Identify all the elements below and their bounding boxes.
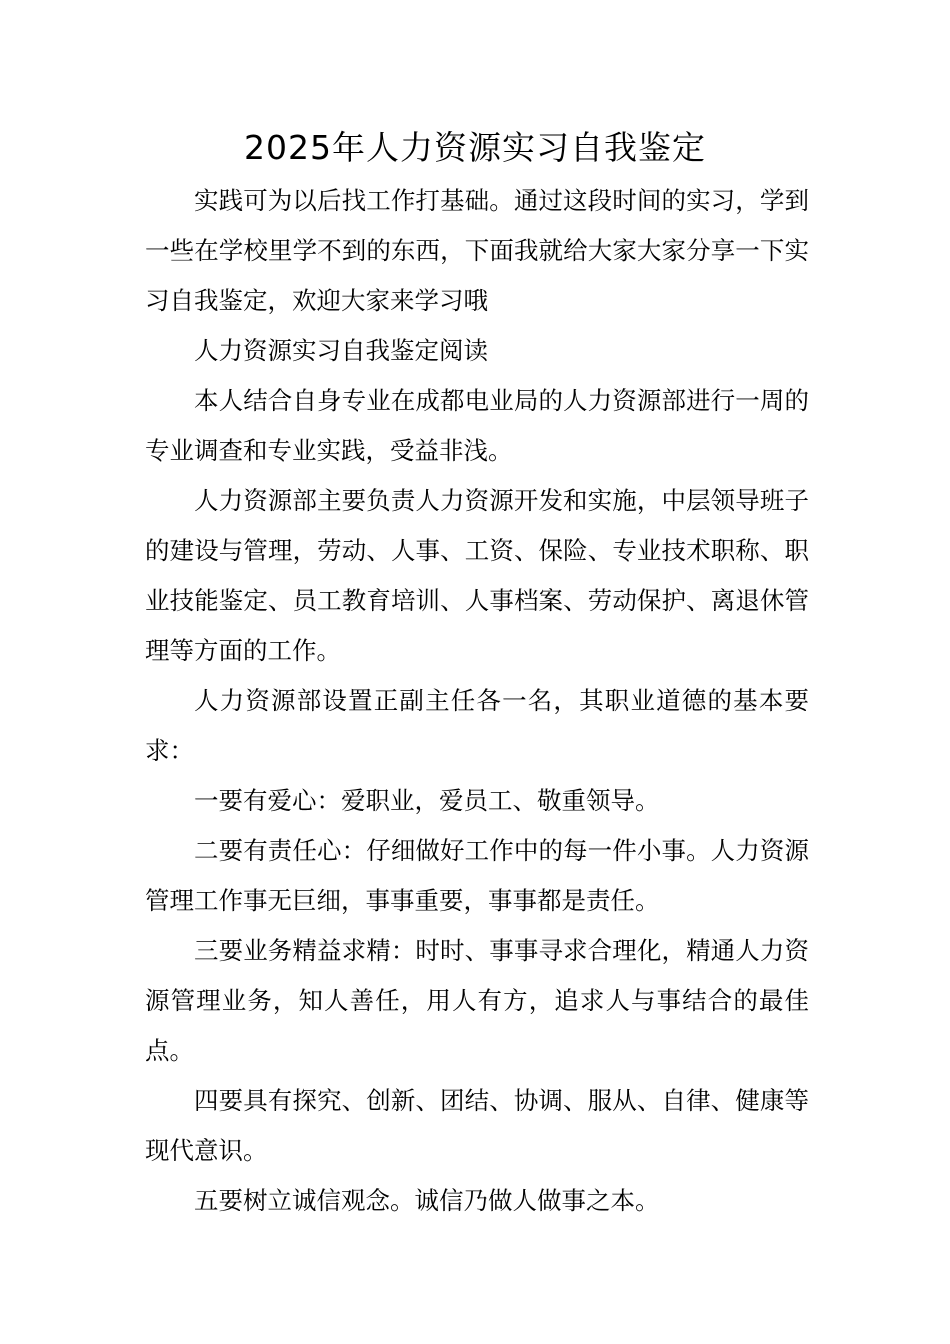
paragraph: 人力资源实习自我鉴定阅读 bbox=[194, 336, 488, 365]
paragraph: 人力资源部设置正副主任各一名，其职业道德的基本要求： bbox=[145, 686, 809, 765]
paragraph: 人力资源部主要负责人力资源开发和实施，中层领导班子的建设与管理，劳动、人事、工资、保险、专业技术职称、职业技能鉴定、员工教育培训、人事档案、劳动保护、离退休管理等方面的工作。 bbox=[145, 486, 809, 665]
document-body bbox=[145, 176, 809, 1226]
paragraph: 四要具有探究、创新、团结、协调、服从、自律、健康等现代意识。 bbox=[145, 1086, 809, 1165]
paragraph: 五要树立诚信观念。诚信乃做人做事之本。 bbox=[194, 1186, 660, 1215]
paragraph: 二要有责任心：仔细做好工作中的每一件小事。人力资源管理工作事无巨细，事事重要，事事都是责任。 bbox=[145, 836, 809, 915]
paragraph: 一要有爱心：爱职业，爱员工、敬重领导。 bbox=[194, 786, 660, 815]
paragraph: 三要业务精益求精：时时、事事寻求合理化，精通人力资源管理业务，知人善任，用人有方，追求人与事结合的最佳点。 bbox=[145, 936, 809, 1065]
paragraph: 实践可为以后找工作打基础。通过这段时间的实习，学到一些在学校里学不到的东西，下面我就给大家大家分享一下实习自我鉴定，欢迎大家来学习哦 bbox=[145, 186, 809, 315]
paragraph: 本人结合自身专业在成都电业局的人力资源部进行一周的专业调查和专业实践，受益非浅。 bbox=[145, 386, 809, 465]
document-title: 2025年人力资源实习自我鉴定 bbox=[244, 128, 706, 167]
